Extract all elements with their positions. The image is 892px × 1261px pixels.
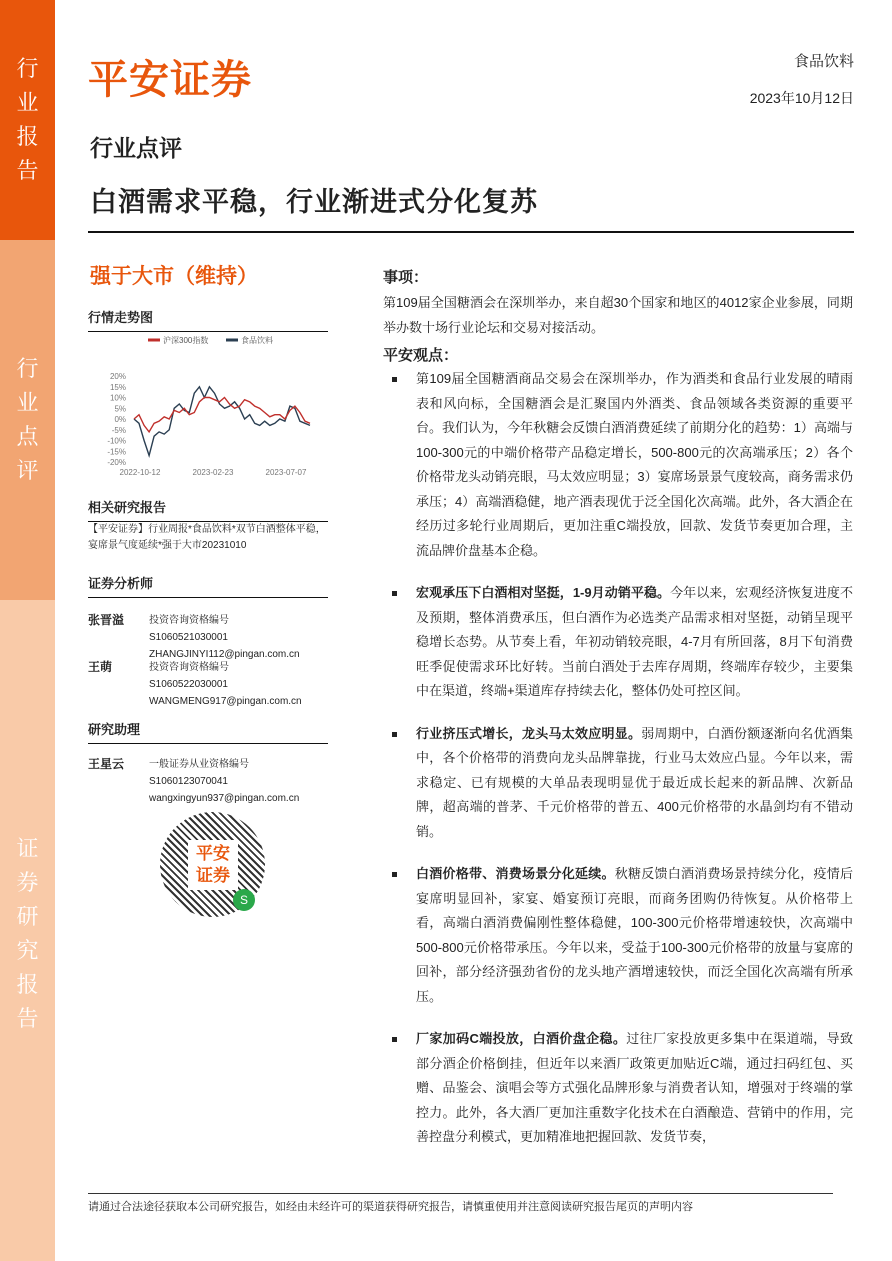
series-line: [134, 398, 310, 432]
event-text: 第109届全国糖酒会在深圳举办，来自超30个国家和地区的4012家企业参展，同期举办数十场行业论坛和交易对接活动。: [383, 295, 853, 335]
report-title: 白酒需求平稳，行业渐进式分化复苏: [90, 187, 538, 217]
analysts-heading: 证券分析师: [88, 573, 328, 598]
analyst-1: [88, 612, 328, 663]
bullet-marker: [392, 732, 397, 737]
bullet-marker: [392, 872, 397, 877]
bullet-text: 弱周期中，白酒份额逐渐向名优酒集中，各个价格带的消费向龙头品牌靠拢，行业马太效应凸显。今年以来，需求稳定、已有规模的大单品表现明显优于最近成长起来的新品牌、次新品牌，超高端的普茅、千元价格带的普五、400元价格带的水晶剑均有不错动销。: [416, 725, 853, 839]
bullet-text: 过往厂家投放更多集中在渠道端，导致部分酒企价格倒挂，但近年以来酒厂政策更加贴近C端，通过扫码红包、买赠、品鉴会、演唱会等方式强化品牌形象与消费者认知，增强对于终端的掌控力。此外，各大酒厂更加注重数字化技术在白酒酿造、营销中的作用，完善控盘分利模式，更加精准地把握回款、发货节奏，: [416, 1031, 853, 1144]
sidebar-char: 报: [16, 124, 39, 149]
y-tick-label: 15%: [109, 382, 126, 392]
y-tick-label: 10%: [109, 393, 126, 403]
viewpoint-bullet: [383, 722, 853, 845]
cert-number: S1060522030001: [149, 679, 228, 690]
y-tick-label: -10%: [107, 436, 126, 446]
y-tick-label: -15%: [107, 447, 126, 457]
cert-number: S1060123070041: [149, 776, 228, 787]
report-type: 行业点评: [90, 135, 182, 161]
related-heading: 相关研究报告: [88, 497, 328, 522]
viewpoint-bullet: [383, 581, 853, 704]
sidebar-char: 评: [16, 458, 39, 483]
market-chart: [88, 328, 328, 488]
sidebar-char: 点: [16, 424, 39, 449]
sidebar-section-industry-report: [0, 0, 55, 240]
sidebar-char: 告: [16, 1006, 39, 1031]
sidebar-char: 券: [16, 870, 39, 895]
report-date: 2023年10月12日: [749, 90, 854, 106]
main-content: [383, 266, 853, 1150]
analyst-name: 王萌: [88, 660, 113, 674]
mini-program-icon: S: [233, 889, 255, 911]
legend-label: 食品饮料: [241, 336, 273, 345]
bullet-lead: 厂家加码C端投放，白酒价盘企稳。: [416, 1031, 627, 1046]
event-heading: 事项：: [383, 269, 429, 286]
pingan-logo: 平安证券: [88, 58, 252, 102]
bullet-lead: 宏观承压下白酒相对坚挺，1-9月动销平稳。: [416, 585, 671, 600]
sidebar-char: 证: [16, 836, 39, 861]
header-divider: [88, 231, 854, 233]
bullet-lead: 行业挤压式增长，龙头马太效应明显。: [416, 725, 642, 741]
footer-disclaimer: 请通过合法途径获取本公司研究报告，如经由未经许可的渠道获得研究报告，请慎重使用并注意阅读研究报告尾页的声明内容: [88, 1193, 833, 1214]
cert-label: 投资咨询资格编号: [149, 662, 229, 673]
market-heading: 行情走势图: [88, 307, 328, 332]
x-tick-label: 2022-10-12: [119, 468, 161, 477]
viewpoint-bullet: [383, 367, 853, 563]
cert-label: 一般证券从业资格编号: [149, 759, 249, 770]
y-tick-label: -5%: [111, 425, 126, 435]
legend-label: 沪深300指数: [163, 336, 209, 345]
sidebar-char: 究: [16, 938, 39, 963]
sidebar-char: 业: [16, 390, 39, 415]
sidebar-char: 行: [16, 356, 39, 381]
sidebar-char: 业: [16, 90, 39, 115]
cert-number: S1060521030001: [149, 632, 228, 643]
y-tick-label: 20%: [109, 372, 126, 381]
sidebar-section-securities-research: [0, 600, 55, 1261]
industry-category: 食品饮料: [793, 53, 854, 70]
analyst-email[interactable]: ZHANGJINYI112@pingan.com.cn: [149, 649, 300, 660]
viewpoint-bullet: [383, 1027, 853, 1150]
bullet-marker: [392, 1037, 397, 1042]
analyst-2: [88, 659, 328, 710]
bullet-text: 第109届全国糖酒商品交易会在深圳举办，作为酒类和食品行业发展的晴雨表和风向标，全国糖酒会是汇聚国内外酒类、食品领域各类资源的重要平台。我们认为，今年秋糖会反馈白酒消费延续了前期分化的趋势：1）高端与100-300元的中端价格带产品稳定增长，500-800元的次高端承压；2）各个价格带龙头动销亮眼，马太效应明显；3）宴席场景景气度较高，商务需求仍承压；4）高端酒稳健，地产酒表现优于泛全国化次高端。此外，各大酒企在经历过多轮行业周期后，更加注重C端投放，回款、发货节奏更加合理，主流品牌价盘基本企稳。: [416, 371, 853, 558]
sidebar-char: 行: [16, 56, 39, 81]
bullet-text: 秋糖反馈白酒消费场景持续分化，疫情后宴席明显回补，家宴、婚宴预订亮眼，而商务团购仍待恢复。从价格带上看，高端白酒消费偏刚性整体稳健，100-300元价格带增速较快，次高端中500-800元价格带承压。今年以来，受益于100-300元价格带的放量与宴席的回补，部分经济强劲省份的龙头地产酒增速较快，而泛全国化次高端有所承压。: [416, 866, 853, 1004]
bullet-marker: [392, 591, 397, 596]
assistant-email[interactable]: wangxingyun937@pingan.com.cn: [149, 793, 300, 804]
y-tick-label: -20%: [107, 458, 126, 467]
viewpoint-bullet: [383, 862, 853, 1009]
y-tick-label: 0%: [114, 415, 126, 424]
analyst-email[interactable]: WANGMENG917@pingan.com.cn: [149, 696, 302, 707]
sidebar-section-industry-review: [0, 240, 55, 600]
bullet-text: 今年以来，宏观经济恢复进度不及预期，整体消费承压，但白酒作为必选类产品需求相对坚挺，动销呈现平稳增长态势。从节奏上看，年初动销较亮眼，4-7月有所回落，8月下旬消费旺季促使需求环比好转。当前白酒处于去库存周期，终端库存较少，主要集中在渠道，终端+渠道库存持续去化，整体仍处可控区间。: [416, 585, 853, 698]
assistants-heading: 研究助理: [88, 719, 328, 744]
sidebar-char: 研: [16, 904, 39, 929]
assistant-1: [88, 756, 328, 807]
view-heading: 平安观点：: [383, 347, 459, 364]
sidebar-char: 告: [16, 158, 39, 183]
qr-logo: 平安证券: [188, 840, 238, 890]
sidebar-char: 报: [16, 972, 39, 997]
bullet-marker: [392, 377, 397, 382]
assistant-name: 王星云: [88, 757, 125, 771]
rating: 强于大市（维持）: [90, 265, 258, 288]
x-tick-label: 2023-02-23: [192, 468, 234, 477]
analyst-name: 张晋溢: [88, 613, 125, 627]
cert-label: 投资咨询资格编号: [149, 615, 229, 626]
bullet-lead: 白酒价格带、消费场景分化延续。: [416, 866, 615, 881]
series-line: [134, 387, 310, 456]
x-tick-label: 2023-07-07: [265, 468, 307, 477]
related-report-link[interactable]: 【平安证券】行业周报*食品饮料*双节白酒整体平稳，宴席景气度延续*强于大市20231010: [88, 524, 326, 551]
y-tick-label: 5%: [114, 404, 126, 414]
